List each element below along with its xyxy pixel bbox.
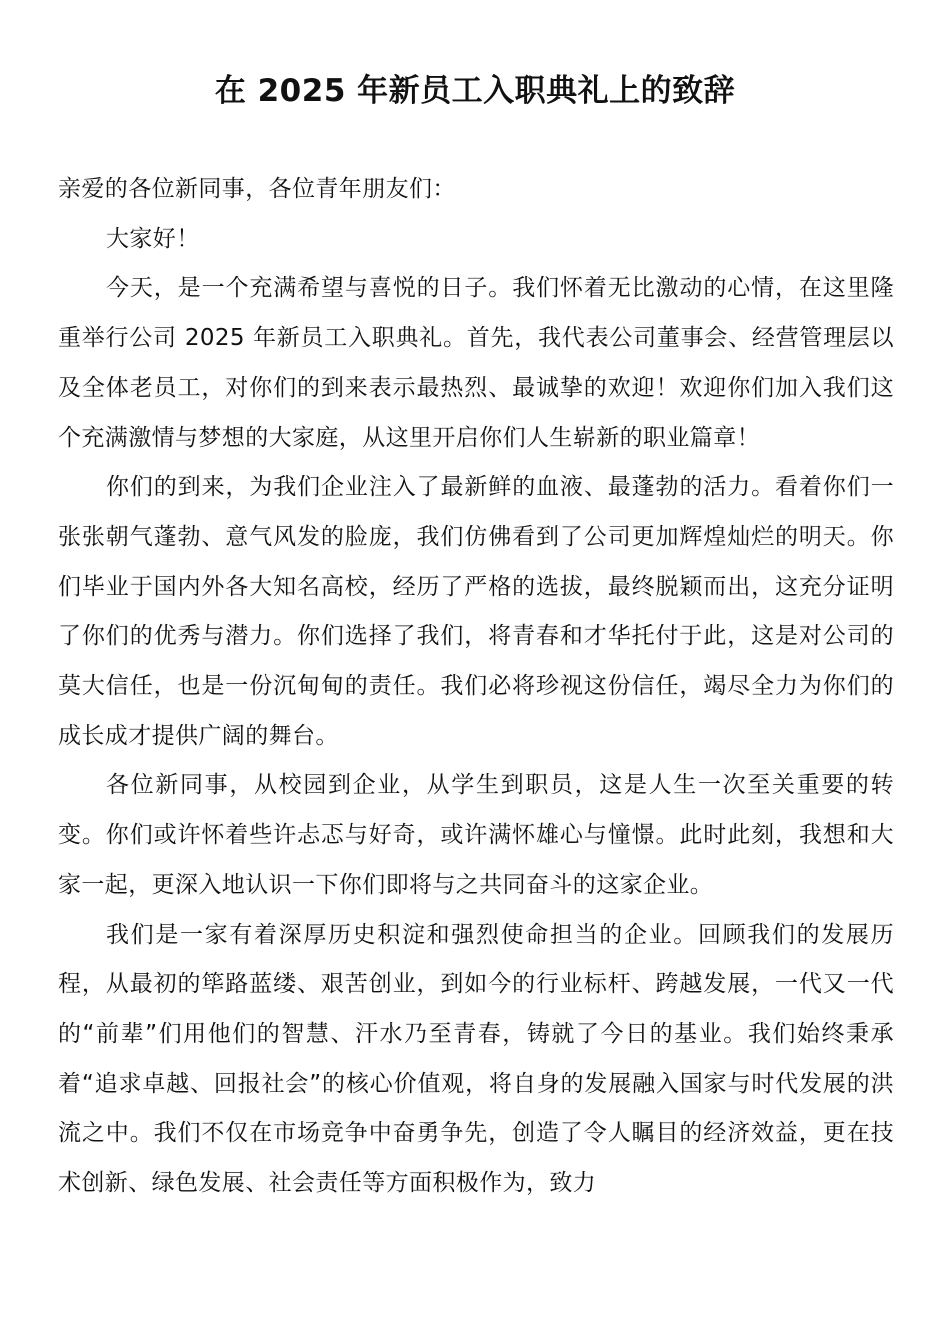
salutation: 亲爱的各位新同事，各位青年朋友们： [58, 176, 456, 202]
paragraph-company-history: 我们是一家有着深厚历史积淀和强烈使命担当的企业。回顾我们的发展历程，从最初的筚路蓝缕、艰苦创业，到如今的行业标杆、跨越发展，一代又一代的“前辈”们用他们的智慧、汗水乃至青春，铸就了今日的基业。我们始终秉承着“追求卓越、回报社会”的核心价值观，将自身的发展融入国家与时代发展的洪流之中。我们不仅在市场竞争中奋勇争先，创造了令人瞩目的经济效益，更在技术创新、绿色发展、社会责任等方面积极作为，致力 [58, 921, 894, 1197]
paragraph-new-blood: 你们的到来，为我们企业注入了最新鲜的血液、最蓬勃的活力。看着你们一张张朝气蓬勃、意气风发的脸庞，我们仿佛看到了公司更加辉煌灿烂的明天。你们毕业于国内外各大知名高校，经历了严格的选拔，最终脱颖而出，这充分证明了你们的优秀与潜力。你们选择了我们，将青春和才华托付于此，这是对公司的莫大信任，也是一份沉甸甸的责任。我们必将珍视这份信任，竭尽全力为你们的成长成才提供广阔的舞台。 [58, 474, 894, 749]
document-title: 在 2025 年新员工入职典礼上的致辞 [214, 73, 736, 109]
paragraph-welcome: 今天，是一个充满希望与喜悦的日子。我们怀着无比激动的心情，在这里隆重举行公司 2025 年新员工入职典礼。首先，我代表公司董事会、经营管理层以及全体老员工，对你们的到来表示最热烈、最诚挚的欢迎！欢迎你们加入我们这个充满激情与梦想的大家庭，从这里开启你们人生崭新的职业篇章！ [58, 275, 894, 451]
paragraph-transition: 各位新同事，从校园到企业，从学生到职员，这是人生一次至关重要的转变。你们或许怀着些许忐忑与好奇，或许满怀雄心与憧憬。此时此刻，我想和大家一起，更深入地认识一下你们即将与之共同奋斗的这家企业。 [58, 772, 894, 898]
paragraph-greeting: 大家好！ [106, 225, 200, 252]
document-body [58, 165, 894, 1209]
